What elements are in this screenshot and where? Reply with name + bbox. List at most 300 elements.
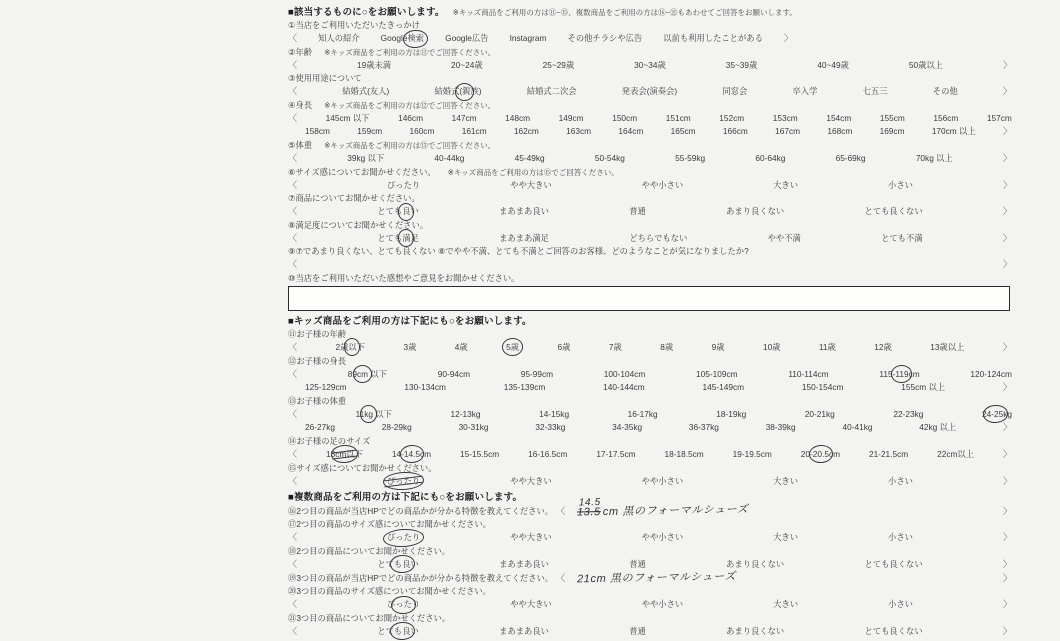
question-title: 2つ目の商品が当店HPでどの商品かが分かる特徴を教えてください。 — [296, 506, 554, 517]
survey-option: 158cm — [305, 126, 330, 137]
question-number: ⑯ — [288, 506, 297, 517]
question-title: 商品についてお聞かせください。 — [295, 193, 420, 204]
survey-option: 11kg 以下 — [356, 408, 392, 422]
question-number: ① — [288, 20, 296, 30]
handwriting-corrected-value: 14.5 — [578, 497, 601, 509]
survey-option: 12歳 — [874, 341, 892, 352]
bracket-open-icon: 〈 — [288, 112, 298, 123]
survey-option: 161cm — [461, 126, 487, 137]
survey-option: 22-23kg — [893, 408, 924, 419]
options-row — [288, 152, 1012, 166]
survey-option: あまり良くない — [726, 625, 785, 636]
survey-option: 25~29歳 — [542, 59, 575, 70]
survey-option: 30~34歳 — [634, 59, 666, 70]
question-number: ⑱ — [288, 545, 297, 556]
section-header — [288, 3, 1012, 19]
bracket-open-icon: 〈 — [288, 558, 298, 569]
section-header — [288, 312, 1012, 328]
bracket-open-icon: 〈 — [288, 259, 298, 270]
survey-option: 以前も利用したことがある — [663, 33, 763, 43]
survey-option: 普通 — [629, 206, 646, 217]
section-header-title: ■該当するものに○をお願いします。 — [288, 7, 445, 18]
survey-option: 165cm — [670, 126, 696, 137]
survey-option: 小さい — [888, 475, 913, 486]
question-title: 満足度についてお聞かせください。 — [295, 219, 429, 230]
survey-option: 七五三 — [862, 86, 888, 97]
bracket-open-icon: 〈 — [556, 573, 566, 584]
survey-option: Google広告 — [445, 33, 489, 43]
question-title: 3つ目の商品のサイズ感についてお聞かせください。 — [296, 586, 491, 597]
bracket-close-icon: 〉 — [1002, 126, 1012, 137]
survey-option: 22cm以上 — [937, 448, 974, 459]
survey-option: その他チラシや広告 — [567, 33, 643, 43]
survey-option: 166cm — [722, 126, 748, 137]
question-title-row — [288, 219, 1012, 232]
question-number: ⑤ — [288, 139, 296, 150]
survey-option: 6歳 — [557, 341, 571, 352]
survey-option: 大きい — [773, 475, 799, 486]
question-title-row — [288, 99, 1012, 112]
bracket-close-icon: 〉 — [1002, 259, 1012, 270]
survey-option: 13歳以上 — [930, 341, 965, 352]
bracket-close-icon: 〉 — [1002, 475, 1012, 486]
survey-option: 147cm — [451, 112, 477, 123]
question-title: ⑦であまり良くない、とても良くない ⑧でやや不満、とても不満とご回答のお客様、どのようなことが気になりましたか? — [295, 246, 749, 257]
bracket-close-icon: 〉 — [1002, 152, 1012, 163]
options-row — [288, 125, 1012, 139]
question-title: お子様の足のサイズ — [296, 435, 371, 446]
handwritten-answer — [577, 497, 749, 520]
survey-option: 135-139cm — [503, 382, 546, 393]
survey-option: とても良くない — [864, 206, 923, 217]
question-title: 使用用途について — [295, 73, 362, 84]
question-title-row — [288, 272, 1012, 285]
survey-option: とても満足 — [377, 232, 419, 246]
survey-option: 卒入学 — [792, 86, 818, 97]
bracket-close-icon: 〉 — [1002, 599, 1012, 610]
survey-option: やや大きい — [510, 532, 552, 543]
section-header — [288, 488, 1012, 504]
survey-option: 100-104cm — [603, 368, 646, 379]
survey-option: 小さい — [888, 532, 913, 543]
section-header-title: ■複数商品をご利用の方は下記にも○をお願いします。 — [288, 492, 523, 504]
options-row — [288, 381, 1012, 395]
question-title: 2つ目の商品についてお聞かせください。 — [296, 545, 451, 556]
question-title-row — [288, 245, 1012, 258]
question-title-row — [288, 435, 1012, 448]
survey-option: 34-35kg — [612, 422, 643, 433]
question-number: ⑰ — [288, 519, 297, 530]
survey-option: 40~49歳 — [817, 59, 849, 70]
question-title: お子様の身長 — [296, 355, 347, 366]
survey-option: 知人の紹介 — [318, 33, 360, 43]
bracket-open-icon: 〈 — [288, 625, 298, 636]
question-title: サイズ感についてお聞かせください。 — [296, 462, 437, 473]
bracket-open-icon: 〈 — [288, 599, 298, 610]
survey-option: 9歳 — [711, 341, 725, 352]
bracket-close-icon: 〉 — [1002, 422, 1012, 433]
survey-option: 120-124cm — [970, 368, 1012, 379]
survey-option — [506, 341, 519, 355]
circle-mark: 検索 — [407, 32, 424, 46]
survey-option: 156cm — [933, 112, 959, 123]
survey-option: 19歳未満 — [356, 59, 392, 70]
question-title-row — [288, 612, 1012, 625]
survey-option: 65-69kg — [835, 152, 866, 163]
survey-option: 145-149cm — [702, 382, 745, 393]
circle-mark: も良 — [394, 625, 411, 639]
survey-option: 20-20.5cm — [801, 448, 840, 462]
survey-option: 95-99cm — [520, 368, 554, 379]
options-row — [288, 421, 1012, 435]
survey-option: 18-18.5cm — [664, 448, 704, 459]
handwriting-correction — [577, 497, 602, 519]
section-header-note: ※キッズ商品をご利用の方は⑪~⑮、複数商品をご利用の方は⑯~㉑もあわせてご回答をお願いします。 — [452, 8, 797, 17]
survey-option: やや小さい — [641, 179, 684, 190]
bracket-close-icon: 〉 — [1002, 86, 1012, 97]
survey-option: 45-49kg — [514, 152, 545, 163]
bracket-close-icon: 〉 — [1002, 206, 1012, 217]
circle-mark: ぴったり — [387, 531, 420, 545]
bracket-open-icon: 〈 — [288, 448, 298, 459]
question-title: サイズ感についてお聞かせください。 — [295, 166, 436, 177]
survey-option: 20~24歳 — [451, 59, 483, 70]
survey-option: 32-33kg — [535, 422, 566, 433]
survey-option: 125-129cm — [305, 382, 347, 393]
survey-option: まあまあ良い — [499, 206, 549, 217]
survey-option: 21-21.5cm — [868, 448, 909, 459]
survey-option: やや大きい — [510, 179, 552, 190]
survey-option: 2歳以下 — [335, 341, 365, 355]
question-number: ⑨ — [288, 246, 296, 257]
survey-option: 14-15kg — [539, 408, 570, 419]
survey-option: 3歳 — [403, 341, 417, 352]
question-title-row — [288, 328, 1012, 341]
survey-option: 89cm 以下 — [348, 368, 387, 382]
question-note: ※キッズ商品をご利用の方は⑪でご回答ください。 — [324, 47, 496, 57]
circle-mark: kg — [364, 408, 373, 422]
survey-option: やや小さい — [641, 532, 684, 543]
survey-option: やや大きい — [510, 599, 552, 610]
survey-option: 151cm — [665, 112, 691, 123]
bracket-close-icon: 〉 — [1002, 382, 1012, 393]
circle-mark: 良 — [402, 205, 410, 219]
survey-option: とても良い — [377, 205, 419, 219]
survey-option: やや大きい — [510, 475, 552, 486]
survey-option: あまり良くない — [726, 206, 785, 217]
circle-mark: 119 — [895, 368, 908, 382]
question-title-row — [288, 192, 1012, 205]
survey-option: 42kg 以上 — [919, 422, 957, 433]
options-row — [288, 368, 1012, 382]
question-number: ⑮ — [288, 462, 297, 473]
survey-option: 小さい — [888, 599, 913, 610]
survey-option: 結婚式(友人) — [342, 86, 390, 97]
question-number: ② — [288, 46, 296, 57]
circle-mark: も良 — [394, 558, 411, 572]
circle-mark: (親 — [459, 85, 470, 99]
survey-option: 18-19kg — [716, 408, 747, 419]
survey-option: 164cm — [618, 126, 644, 137]
circle-mark: った — [395, 598, 412, 612]
question-number: ⑧ — [288, 219, 296, 230]
survey-option — [387, 475, 420, 489]
handwriting-crossed-out-value: 13.5 — [577, 506, 602, 519]
circle-mark: 5歳 — [506, 341, 519, 355]
handwriting-text: cm 黒のフォーマルシューズ — [602, 503, 749, 519]
options-row — [288, 531, 1012, 545]
survey-option: まあまあ良い — [499, 558, 549, 569]
survey-option: 結婚式(親族) — [435, 85, 482, 99]
question-title-row — [288, 355, 1012, 368]
bracket-open-icon: 〈 — [288, 232, 298, 243]
question-number: ⑭ — [288, 435, 297, 446]
handwriting-text: 21cm 黒のフォーマルシューズ — [577, 570, 737, 586]
question-number: ⑦ — [288, 193, 296, 204]
survey-option: 16-17kg — [627, 408, 658, 419]
options-row — [288, 448, 1012, 462]
survey-option: 169cm — [879, 126, 905, 137]
question-number: ⑲ — [288, 573, 297, 584]
bracket-open-icon: 〈 — [288, 179, 298, 190]
bracket-open-icon: 〈 — [556, 506, 566, 517]
survey-option: 39kg 以下 — [347, 152, 385, 163]
survey-option: 140-144cm — [603, 382, 645, 393]
survey-option: とても良い — [377, 558, 419, 572]
question-title-row — [288, 518, 1012, 531]
bracket-close-icon: 〉 — [1002, 506, 1012, 517]
bracket-close-icon: 〉 — [1002, 532, 1012, 543]
question-number: ⑥ — [288, 166, 296, 177]
circle-mark: 以 — [348, 341, 356, 355]
survey-option: まあまあ良い — [499, 625, 549, 636]
survey-option: 170cm 以上 — [931, 126, 976, 137]
survey-option: ぴったり — [387, 598, 420, 612]
question-number: ⑳ — [288, 586, 297, 597]
question-title-row — [288, 545, 1012, 558]
survey-option: 150-154cm — [801, 382, 844, 393]
survey-option: 発表会(演奏会) — [621, 86, 678, 97]
question-title: 体重 — [295, 139, 313, 150]
survey-option: 168cm — [827, 126, 853, 137]
options-row — [288, 59, 1012, 73]
question-number: ⑪ — [288, 328, 297, 339]
survey-option: 30-31kg — [458, 422, 489, 433]
survey-option: 40-44kg — [434, 152, 465, 163]
survey-option: まあまあ満足 — [499, 232, 549, 243]
survey-form — [288, 3, 1012, 638]
survey-option: 大きい — [773, 179, 799, 190]
options-row — [288, 179, 1012, 193]
survey-option: 110-114cm — [788, 368, 829, 379]
bracket-close-icon: 〉 — [1002, 625, 1012, 636]
survey-option: 150cm — [612, 112, 638, 123]
options-row — [288, 258, 1012, 272]
options-row — [288, 112, 1012, 126]
bracket-close-icon: 〉 — [1002, 232, 1012, 243]
survey-option: 60-64kg — [755, 152, 786, 163]
survey-option: 28-29kg — [381, 422, 412, 433]
circle-mark: 4-25 — [987, 408, 1004, 422]
survey-option: 10歳 — [762, 341, 781, 352]
question-title: お子様の年齢 — [296, 328, 347, 339]
question-number: ⑩ — [288, 272, 296, 283]
survey-option: 163cm — [566, 126, 592, 137]
bracket-close-icon: 〉 — [1002, 448, 1012, 459]
survey-option: 167cm — [775, 126, 801, 137]
circle-mark: 満 — [402, 232, 410, 246]
bracket-open-icon: 〈 — [288, 368, 298, 379]
question-number: ⑫ — [288, 355, 297, 366]
survey-option: 同窓会 — [722, 86, 748, 97]
survey-option: 105-109cm — [696, 368, 738, 379]
bracket-open-icon: 〈 — [288, 152, 298, 163]
comment-box — [288, 286, 1010, 311]
survey-option: 153cm — [772, 112, 798, 123]
survey-option: 38-39kg — [765, 422, 796, 433]
survey-option: 15-15.5cm — [460, 448, 500, 459]
survey-option: Instagram — [509, 33, 547, 43]
bracket-open-icon: 〈 — [288, 86, 298, 97]
question-title: お子様の体重 — [296, 395, 347, 406]
question-title: 当店をご利用いただいたきっかけ — [295, 20, 420, 30]
question-title-row — [288, 571, 1012, 585]
options-row — [288, 625, 1012, 639]
question-note: ※キッズ商品をご利用の方は⑫でご回答ください。 — [324, 100, 496, 110]
question-title-row — [288, 46, 1012, 59]
survey-option: 36-37kg — [688, 422, 719, 433]
bracket-open-icon: 〈 — [288, 532, 298, 543]
handwritten-answer — [577, 570, 736, 587]
survey-option — [387, 531, 420, 545]
options-row — [288, 205, 1012, 219]
survey-option: 155cm 以上 — [901, 382, 946, 393]
survey-option: とても不満 — [881, 232, 923, 243]
question-title-row — [288, 166, 1012, 179]
survey-option: 90-94cm — [437, 368, 470, 379]
survey-option: とても良い — [377, 625, 419, 639]
bracket-open-icon: 〈 — [288, 59, 298, 70]
survey-option: 4歳 — [454, 341, 468, 352]
survey-option: 26-27kg — [305, 422, 335, 433]
survey-option: 14-14.5cm — [392, 448, 431, 462]
survey-option: 148cm — [505, 112, 531, 123]
survey-option: Google検索 — [381, 32, 424, 46]
bracket-open-icon: 〈 — [288, 408, 298, 419]
circle-mark: 14.5 — [404, 448, 420, 462]
survey-option: 大きい — [773, 532, 799, 543]
bracket-close-icon: 〉 — [1002, 179, 1012, 190]
survey-option: 結婚式二次会 — [526, 86, 577, 97]
survey-option: 162cm — [513, 126, 539, 137]
survey-option: 小さい — [888, 179, 913, 190]
survey-option: 12-13kg — [450, 408, 481, 419]
question-title-row — [288, 72, 1012, 85]
options-row — [288, 232, 1012, 246]
bracket-close-icon: 〉 — [1002, 573, 1012, 584]
question-title-row — [288, 462, 1012, 475]
survey-option: 130-134cm — [404, 382, 446, 393]
survey-option: 35~39歳 — [725, 59, 758, 70]
bracket-close-icon: 〉 — [1002, 341, 1012, 352]
survey-option: 普通 — [629, 558, 646, 569]
survey-option: 115-119cm — [879, 368, 919, 382]
bracket-open-icon: 〈 — [288, 33, 298, 43]
options-row — [288, 558, 1012, 572]
question-title-row — [288, 585, 1012, 598]
survey-option: 154cm — [826, 112, 852, 123]
question-title: 年齢 — [295, 46, 313, 57]
survey-option: 17-17.5cm — [596, 448, 636, 459]
survey-option: 16-16.5cm — [528, 448, 568, 459]
survey-option: やや不満 — [767, 232, 801, 243]
question-title: 3つ目の商品についてお聞かせください。 — [296, 612, 451, 623]
question-title: 当店をご利用いただいた感想やご意見をお聞かせください。 — [295, 272, 520, 283]
survey-option: 普通 — [629, 625, 646, 636]
survey-option: 157cm — [986, 112, 1012, 123]
survey-option: 160cm — [409, 126, 435, 137]
question-note: ※キッズ商品をご利用の方は⑬でご回答ください。 — [324, 140, 496, 150]
survey-option: その他 — [932, 86, 958, 97]
options-row — [288, 32, 793, 46]
survey-option: 19-19.5cm — [732, 448, 772, 459]
survey-option: 大きい — [773, 599, 799, 610]
question-title-row — [288, 139, 1012, 152]
survey-option: やや小さい — [641, 599, 684, 610]
bracket-open-icon: 〈 — [288, 475, 298, 486]
options-row — [288, 408, 1012, 422]
options-row — [288, 598, 1012, 612]
scribble-mark: ぴったり — [387, 475, 420, 489]
question-number: ⑬ — [288, 395, 297, 406]
survey-option: やや小さい — [641, 475, 684, 486]
survey-option: 50-54kg — [594, 152, 625, 163]
question-title: 身長 — [295, 99, 313, 110]
survey-option: 40-41kg — [842, 422, 873, 433]
bracket-close-icon: 〉 — [1002, 558, 1012, 569]
survey-option: 20-21kg — [804, 408, 835, 419]
circle-mark: cm — [357, 368, 368, 382]
bracket-close-icon: 〉 — [783, 33, 793, 43]
survey-option: とても良くない — [864, 558, 923, 569]
survey-option: 145cm 以下 — [325, 112, 370, 123]
scribble-mark: cm以 — [335, 448, 354, 462]
bracket-open-icon: 〈 — [288, 341, 298, 352]
survey-option: 70kg 以上 — [915, 152, 953, 163]
question-note: ※キッズ商品をご利用の方は⑮でご回答ください。 — [447, 167, 619, 177]
question-title-row — [288, 19, 1012, 32]
survey-option: 50歳以上 — [908, 59, 943, 70]
survey-option: 159cm — [357, 126, 383, 137]
survey-option: 8歳 — [660, 341, 674, 352]
survey-option: 13cm以下 — [326, 448, 363, 462]
section-header-title: ■キッズ商品をご利用の方は下記にも○をお願いします。 — [288, 315, 532, 327]
survey-option: とても良くない — [864, 625, 923, 636]
survey-option: 149cm — [558, 112, 584, 123]
survey-option: 146cm — [398, 112, 423, 123]
survey-option: 24-25kg — [982, 408, 1012, 422]
bracket-close-icon: 〉 — [1002, 59, 1012, 70]
options-row — [288, 475, 1012, 489]
question-title-row — [288, 395, 1012, 408]
bracket-open-icon: 〈 — [288, 206, 298, 217]
survey-option: どちらでもない — [629, 232, 688, 243]
question-title: 3つ目の商品が当店HPでどの商品かが分かる特徴を教えてください。 — [296, 573, 554, 584]
survey-option: ぴったり — [387, 179, 421, 190]
survey-option: 152cm — [719, 112, 745, 123]
survey-option: 7歳 — [608, 341, 622, 352]
survey-option: あまり良くない — [726, 558, 785, 569]
